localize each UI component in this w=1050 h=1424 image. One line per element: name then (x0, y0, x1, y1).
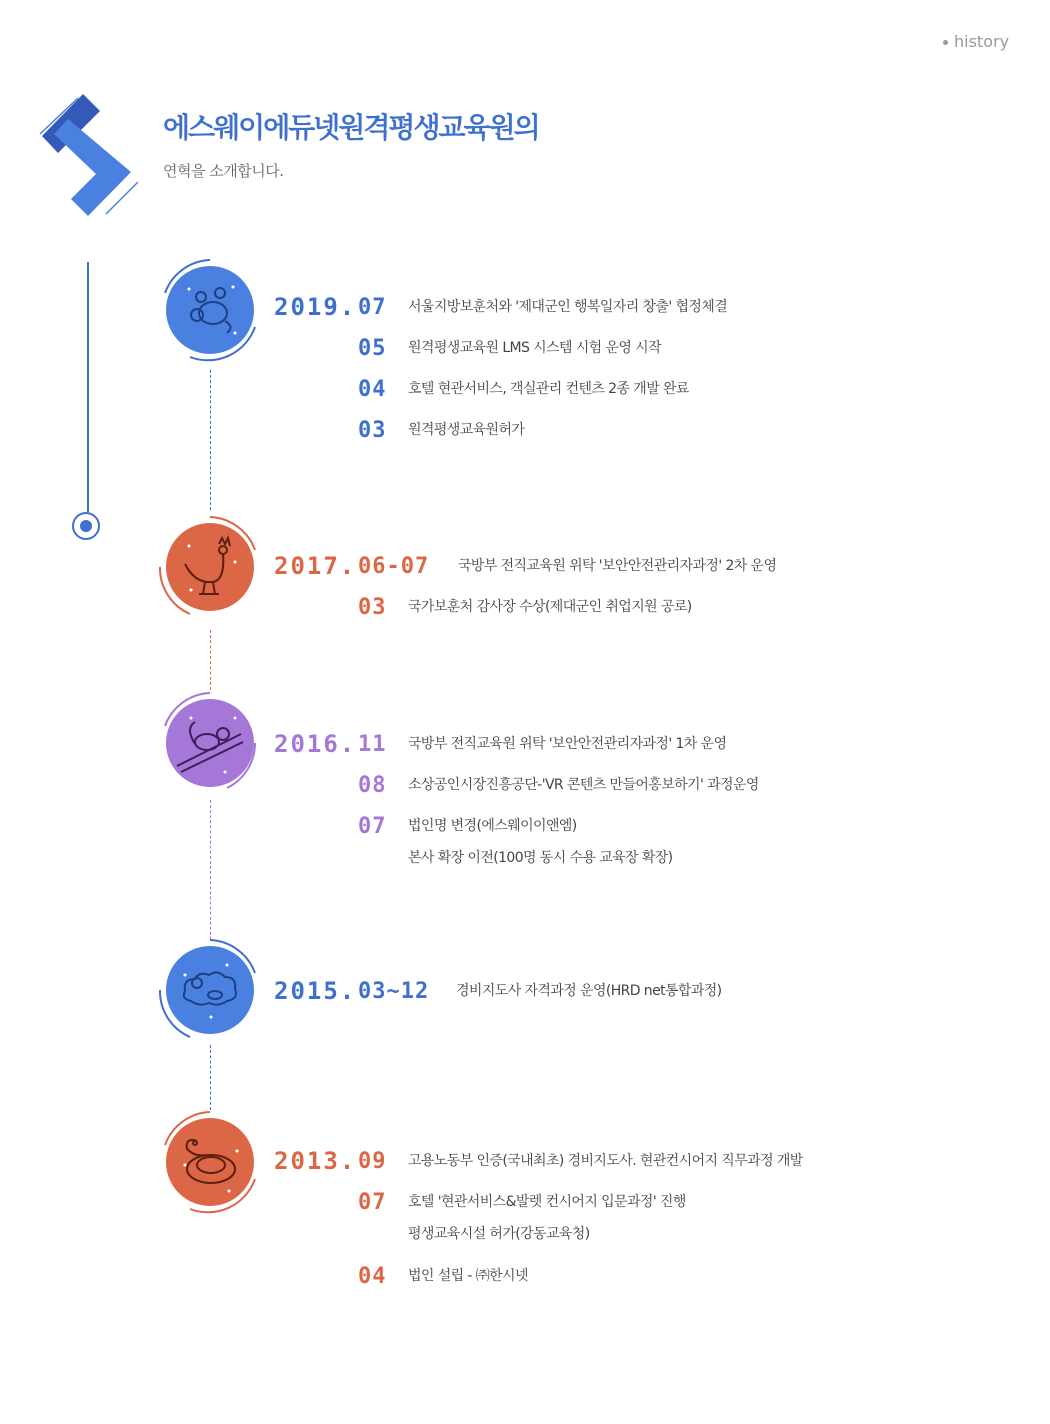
entry-text: 국방부 전직교육원 위탁 '보안안전관리자과정' 2차 운영 (458, 558, 777, 574)
timeline-connector (210, 370, 211, 510)
year-label: 2017. (274, 552, 357, 580)
breadcrumb-label: history (954, 32, 1010, 51)
year-badge (155, 255, 265, 365)
entry-text: 서울지방보훈처와 '제대군인 행복일자리 창출' 협정체결 (408, 299, 728, 315)
entry-text: 법인 설립 - ㈜한시넷 (408, 1268, 528, 1284)
entry-text: 경비지도사 자격과정 운영(HRD net통합과정) (456, 983, 722, 999)
entry-text: 국방부 전직교육원 위탁 '보안안전관리자과정' 1차 운영 (408, 736, 727, 752)
snake-icon (155, 1107, 265, 1217)
year-label: 2015. (274, 977, 357, 1005)
month-label: 07 (358, 814, 387, 839)
entry-text: 원격평생교육원허가 (408, 422, 525, 438)
month-label: 05 (358, 336, 387, 361)
month-label: 04 (358, 1264, 387, 1289)
rooster-icon (155, 512, 265, 622)
year-badge (155, 935, 265, 1045)
year-badge (155, 1107, 265, 1217)
timeline-connector (210, 800, 211, 940)
month-label: 06-07 (358, 554, 430, 579)
sheep-icon (155, 935, 265, 1045)
monkey-icon (155, 688, 265, 798)
year-label: 2016. (274, 730, 357, 758)
bullet-icon (943, 40, 948, 45)
month-label: 09 (358, 1149, 387, 1174)
year-badge (155, 512, 265, 622)
breadcrumb[interactable] (943, 32, 1009, 51)
scroll-progress-track (87, 262, 89, 512)
entry-text: 국가보훈처 감사장 수상(제대군인 취업지원 공로) (408, 599, 692, 615)
month-label: 07 (358, 1190, 387, 1215)
entry-text: 평생교육시설 허가(강동교육청) (408, 1226, 590, 1242)
month-label: 03~12 (358, 979, 430, 1004)
entry-text: 호텔 '현관서비스&발렛 컨시어지 입문과정' 진행 (408, 1194, 686, 1210)
year-label: 2019. (274, 293, 357, 321)
month-label: 08 (358, 773, 387, 798)
year-label: 2013. (274, 1147, 357, 1175)
page-title: 에스웨이에듀넷원격평생교육원의 (163, 111, 539, 144)
entry-text: 원격평생교육원 LMS 시스템 시험 운영 시작 (408, 340, 661, 356)
month-label: 04 (358, 377, 387, 402)
month-label: 03 (358, 418, 387, 443)
month-label: 11 (358, 732, 387, 757)
entry-text: 소상공인시장진흥공단-'VR 콘텐츠 만들어홍보하기' 과정운영 (408, 777, 759, 793)
timeline-connector (210, 1045, 211, 1110)
rat-icon (155, 255, 265, 365)
month-label: 07 (358, 295, 387, 320)
logo-chevron-icon (38, 94, 138, 224)
entry-text: 고용노동부 인증(국내최초) 경비지도사. 현관컨시어지 직무과정 개발 (408, 1153, 803, 1169)
year-badge (155, 688, 265, 798)
entry-text: 법인명 변경(에스웨이이앤엠) (408, 818, 577, 834)
timeline-connector (210, 630, 211, 690)
entry-text: 본사 확장 이전(100명 동시 수용 교육장 확장) (408, 850, 673, 866)
scroll-progress-knob[interactable] (72, 512, 100, 540)
month-label: 03 (358, 595, 387, 620)
entry-text: 호텔 현관서비스, 객실관리 컨텐츠 2종 개발 완료 (408, 381, 689, 397)
page-subtitle: 연혁을 소개합니다. (163, 162, 284, 180)
